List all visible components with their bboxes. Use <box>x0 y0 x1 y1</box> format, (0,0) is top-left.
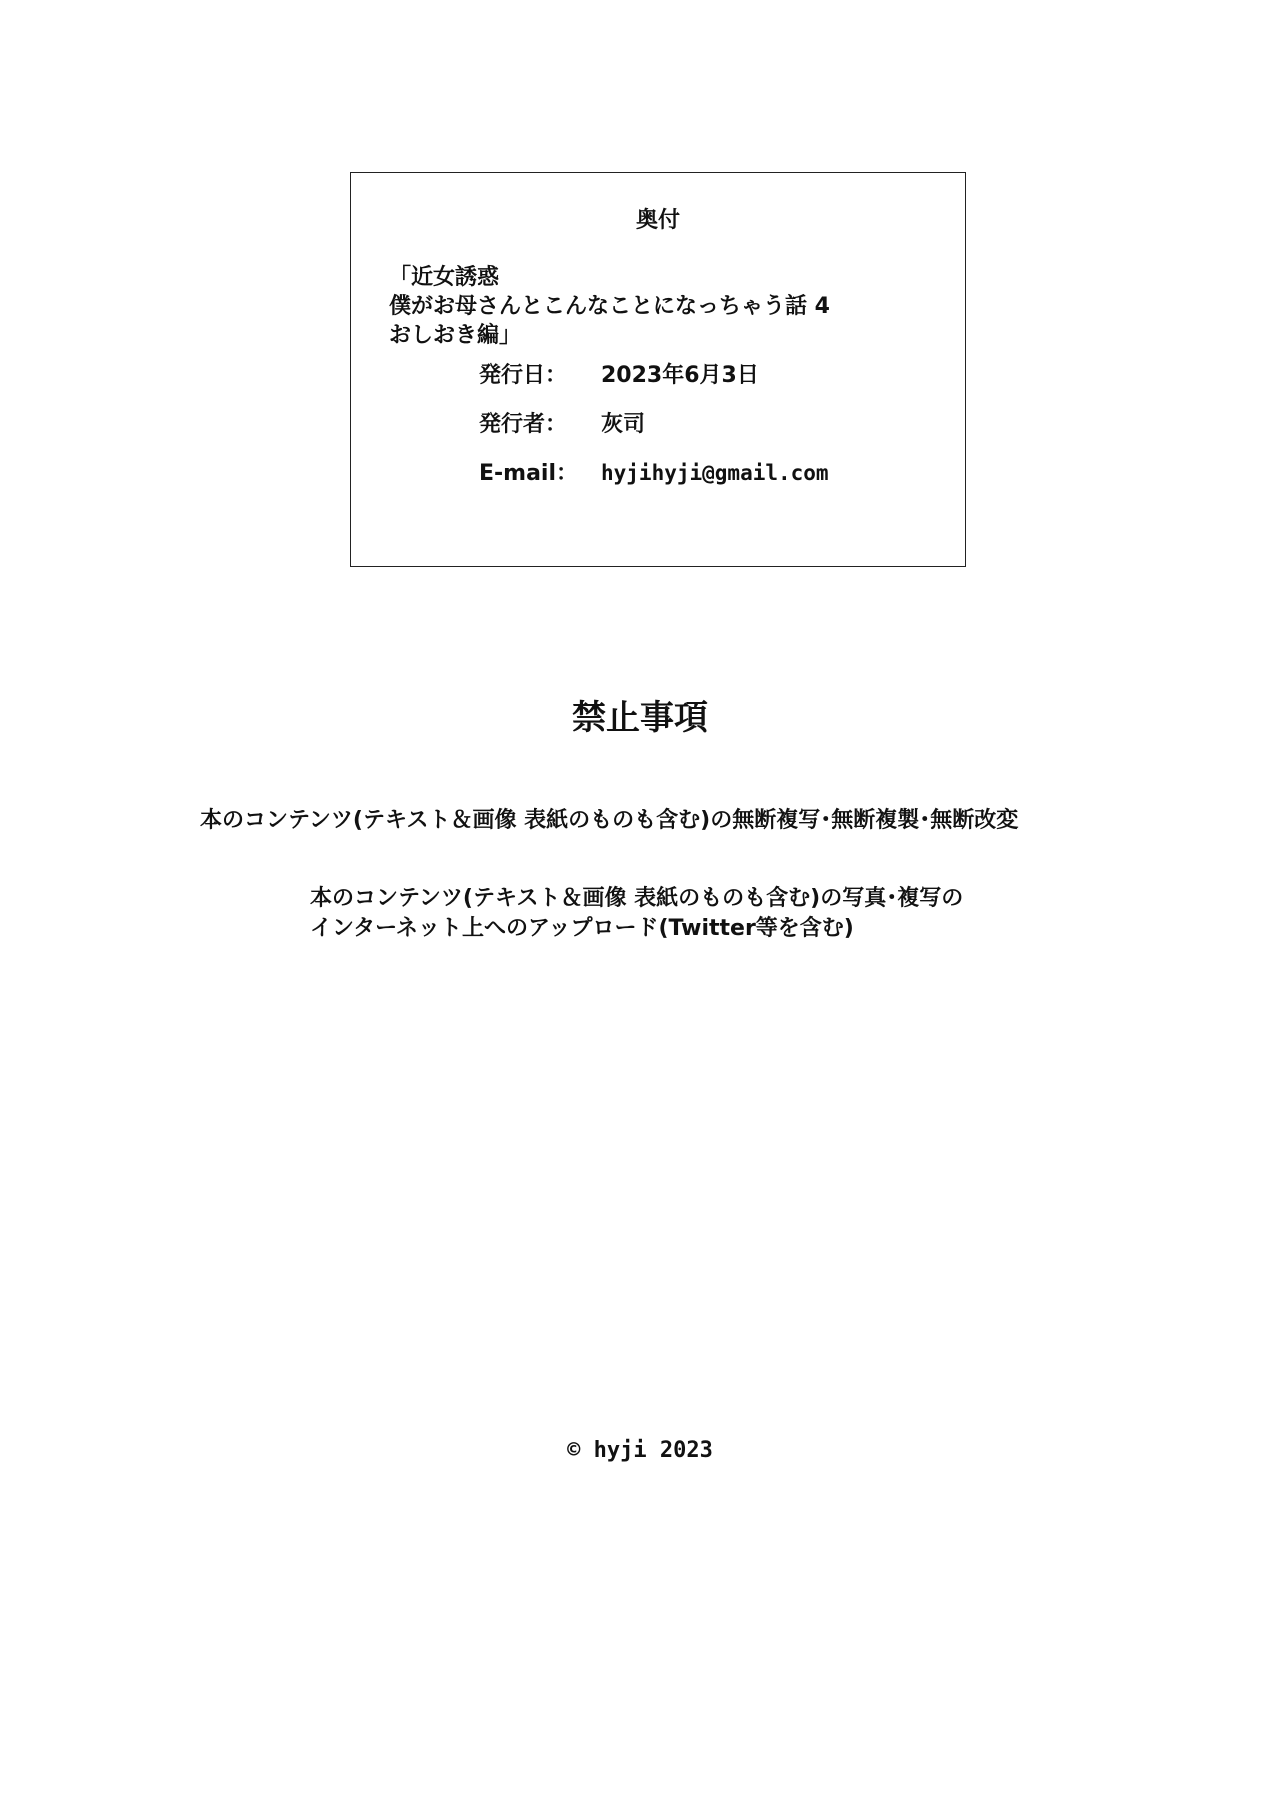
publisher-value: 灰司 <box>601 412 646 437</box>
publish-date-row <box>479 358 759 389</box>
book-title-line-2: 僕がお母さんとこんなことになっちゃう話 4 <box>389 294 830 319</box>
email-label: E-mail： <box>479 461 579 486</box>
publish-date-value: 2023年6月3日 <box>601 363 759 388</box>
email-row <box>479 456 829 487</box>
publisher-row <box>479 407 645 438</box>
colophon-heading: 奥付 <box>635 208 680 233</box>
email-value: hyjihyji@gmail.com <box>601 461 829 485</box>
copyright-notice: © hyji 2023 <box>567 1438 713 1463</box>
prohibition-item-2-line-1: 本のコンテンツ(テキスト＆画像 表紙のものも含む)の写真･複写の <box>310 886 964 911</box>
prohibition-item-1: 本のコンテンツ(テキスト＆画像 表紙のものも含む)の無断複写･無断複製･無断改変 <box>200 808 1019 833</box>
book-title-line-3: おしおき編」 <box>389 323 522 348</box>
prohibition-item-2-line-2: インターネット上へのアップロード(Twitter等を含む) <box>310 916 854 941</box>
book-title <box>389 263 830 350</box>
prohibitions-heading: 禁止事項 <box>572 698 708 738</box>
publish-date-label: 発行日： <box>479 363 568 388</box>
publisher-label: 発行者： <box>479 412 568 437</box>
book-title-line-1: 「近女誘惑 <box>389 265 500 290</box>
colophon-box <box>350 172 966 567</box>
prohibition-item-2 <box>310 884 963 944</box>
